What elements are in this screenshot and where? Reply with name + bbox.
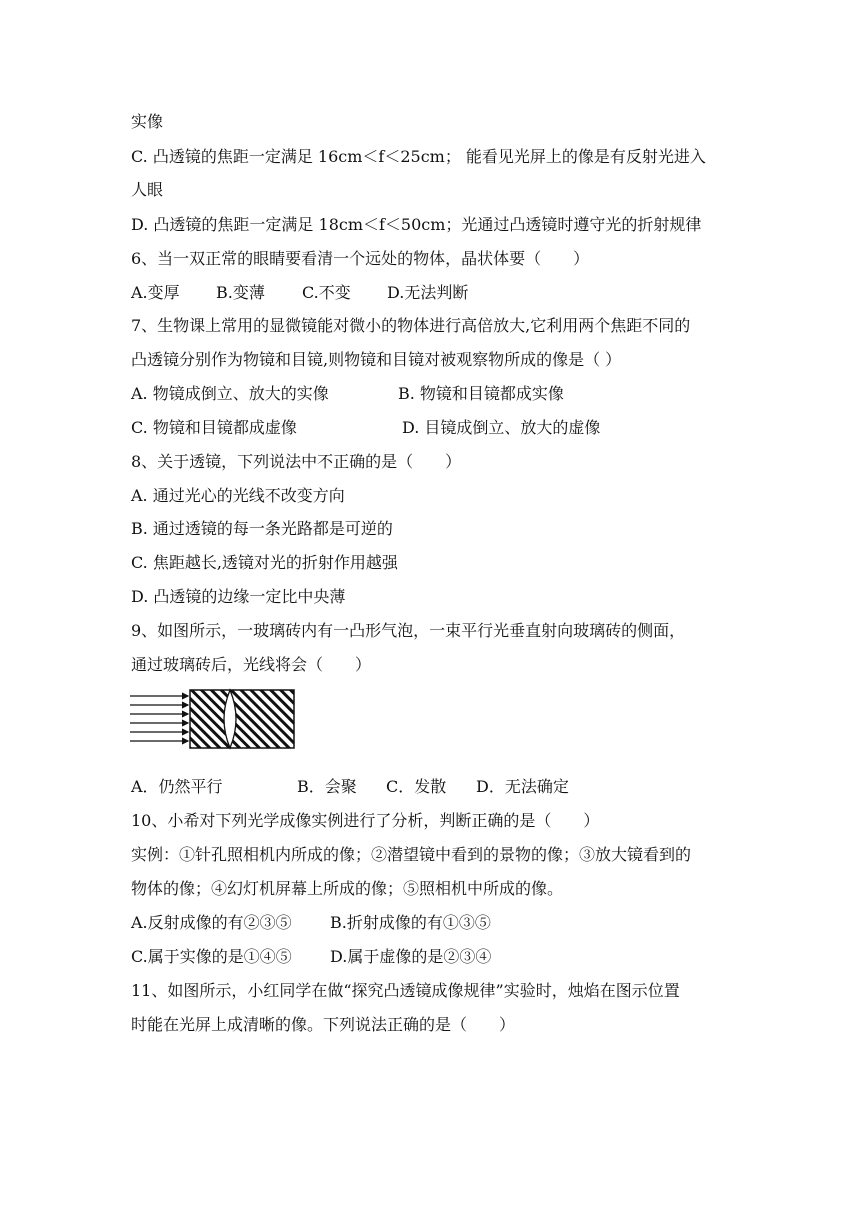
question-10-examples-line2: 物体的像；④幻灯机屏幕上所成的像；⑤照相机中所成的像。 — [131, 879, 564, 898]
q8-option-c: C. 焦距越长,透镜对光的折射作用越强 — [131, 553, 398, 572]
option-d-q5: D. 凸透镜的焦距一定满足 18cm＜f＜50cm；光通过凸透镜时遵守光的折射规律 — [131, 215, 702, 234]
question-8: 8、关于透镜，下列说法中不正确的是（ ） — [131, 452, 462, 471]
q10-option-c: C.属于实像的是①④⑤ — [131, 947, 292, 966]
question-9-line1: 9、如图所示，一玻璃砖内有一凸形气泡，一束平行光垂直射向玻璃砖的侧面， — [131, 621, 686, 640]
q8-option-a: A. 通过光心的光线不改变方向 — [131, 486, 345, 505]
text-line: 人眼 — [131, 180, 164, 199]
glass-brick — [190, 690, 294, 748]
q10-option-a: A.反射成像的有②③⑤ — [131, 913, 292, 932]
q8-option-b: B. 通过透镜的每一条光路都是可逆的 — [131, 519, 393, 538]
q6-option-a: A.变厚 — [131, 283, 180, 302]
question-11-line1: 11、如图所示，小红同学在做“探究凸透镜成像规律”实验时，烛焰在图示位置 — [131, 981, 680, 1000]
question-7-line2: 凸透镜分别作为物镜和目镜,则物镜和目镜对被观察物所成的像是（ ） — [131, 350, 622, 369]
q10-option-b: B.折射成像的有①③⑤ — [330, 913, 491, 932]
q7-option-a: A. 物镜成倒立、放大的实像 — [131, 384, 329, 403]
q6-option-d: D.无法判断 — [387, 283, 469, 302]
q6-option-b: B.变薄 — [216, 283, 265, 302]
question-6: 6、当一双正常的眼睛要看清一个远处的物体，晶状体要（ ） — [131, 249, 590, 268]
q10-option-d: D.属于虚像的是②③④ — [330, 947, 492, 966]
text-line: 实像 — [131, 112, 164, 131]
q7-option-d: D. 目镜成倒立、放大的虚像 — [402, 418, 601, 437]
question-10-examples-line1: 实例：①针孔照相机内所成的像；②潜望镜中看到的景物的像；③放大镜看到的 — [131, 845, 692, 864]
parallel-light-rays — [130, 696, 188, 741]
q7-option-c: C. 物镜和目镜都成虚像 — [131, 418, 297, 437]
question-7-line1: 7、生物课上常用的显微镜能对微小的物体进行高倍放大,它利用两个焦距不同的 — [131, 316, 691, 335]
question-11-line2: 时能在光屏上成清晰的像。下列说法正确的是（ ） — [131, 1015, 516, 1034]
q9-option-b: B．会聚 — [297, 777, 357, 796]
q9-option-a: A．仍然平行 — [131, 777, 223, 796]
question-9-line2: 通过玻璃砖后，光线将会（ ） — [131, 655, 372, 674]
glass-brick-figure — [128, 688, 298, 750]
option-c-q5: C. 凸透镜的焦距一定满足 16cm＜f＜25cm； 能看见光屏上的像是有反射光进入 — [131, 147, 706, 166]
q8-option-d: D. 凸透镜的边缘一定比中央薄 — [131, 587, 346, 606]
question-10: 10、小希对下列光学成像实例进行了分析，判断正确的是（ ） — [131, 811, 600, 830]
q9-option-d: D．无法确定 — [476, 777, 569, 796]
q7-option-b: B. 物镜和目镜都成实像 — [398, 384, 564, 403]
q6-option-c: C.不变 — [302, 283, 351, 302]
q9-option-c: C．发散 — [386, 777, 447, 796]
